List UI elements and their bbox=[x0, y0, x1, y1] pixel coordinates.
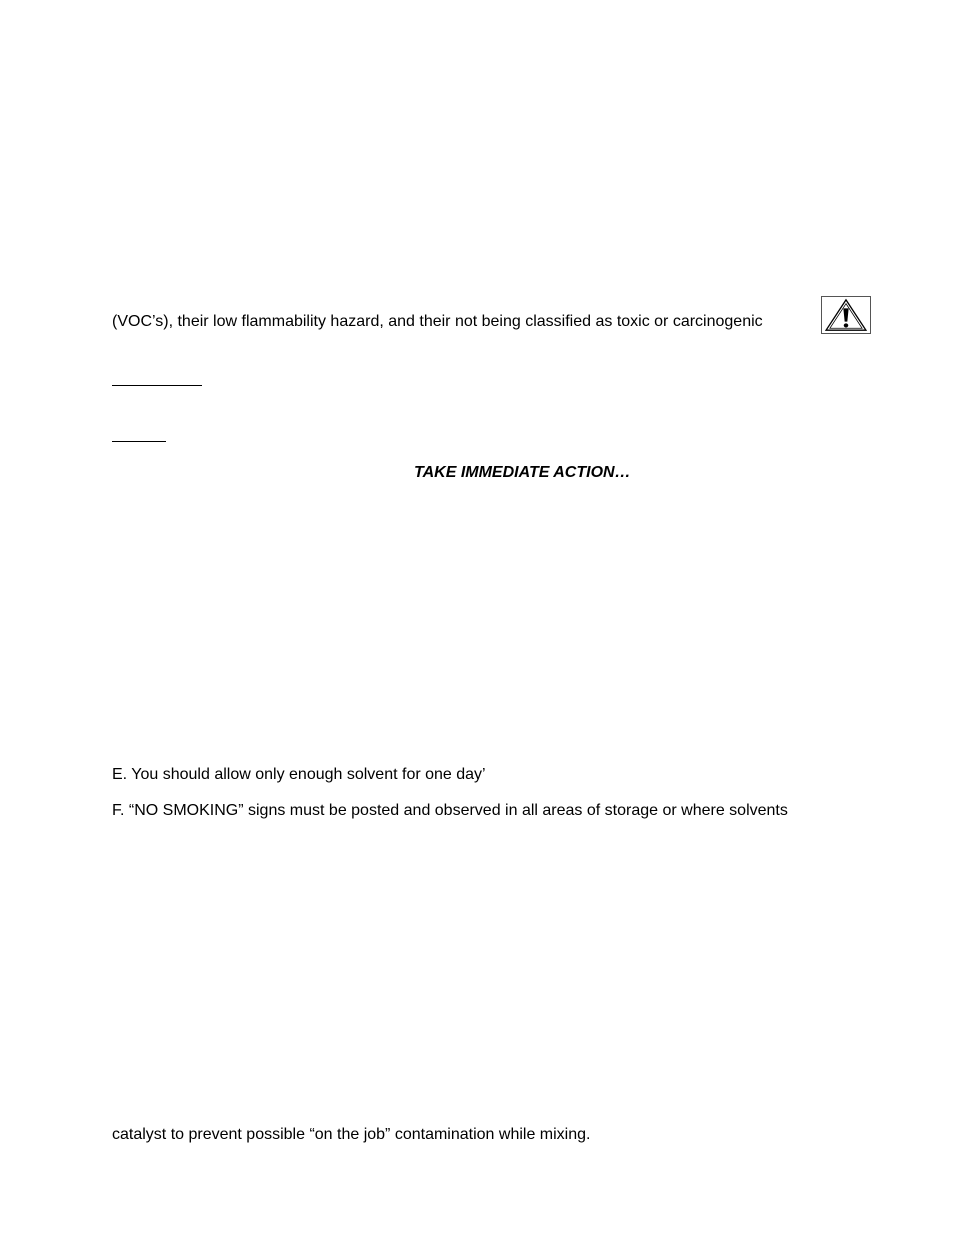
catalyst-text-line: catalyst to prevent possible “on the job” contamination while mixing. bbox=[112, 1126, 591, 1143]
item-e-text: E. You should allow only enough solvent for one day’ bbox=[112, 766, 486, 783]
underline-rule-2 bbox=[112, 441, 166, 442]
take-immediate-action-heading: TAKE IMMEDIATE ACTION… bbox=[414, 464, 631, 481]
voc-text-line: (VOC’s), their low flammability hazard, and their not being classified as toxic or carcinogenic bbox=[112, 313, 763, 330]
warning-triangle-icon bbox=[821, 296, 871, 334]
underline-rule-1 bbox=[112, 385, 202, 386]
item-f-text: F. “NO SMOKING” signs must be posted and observed in all areas of storage or where solvents bbox=[112, 802, 788, 819]
